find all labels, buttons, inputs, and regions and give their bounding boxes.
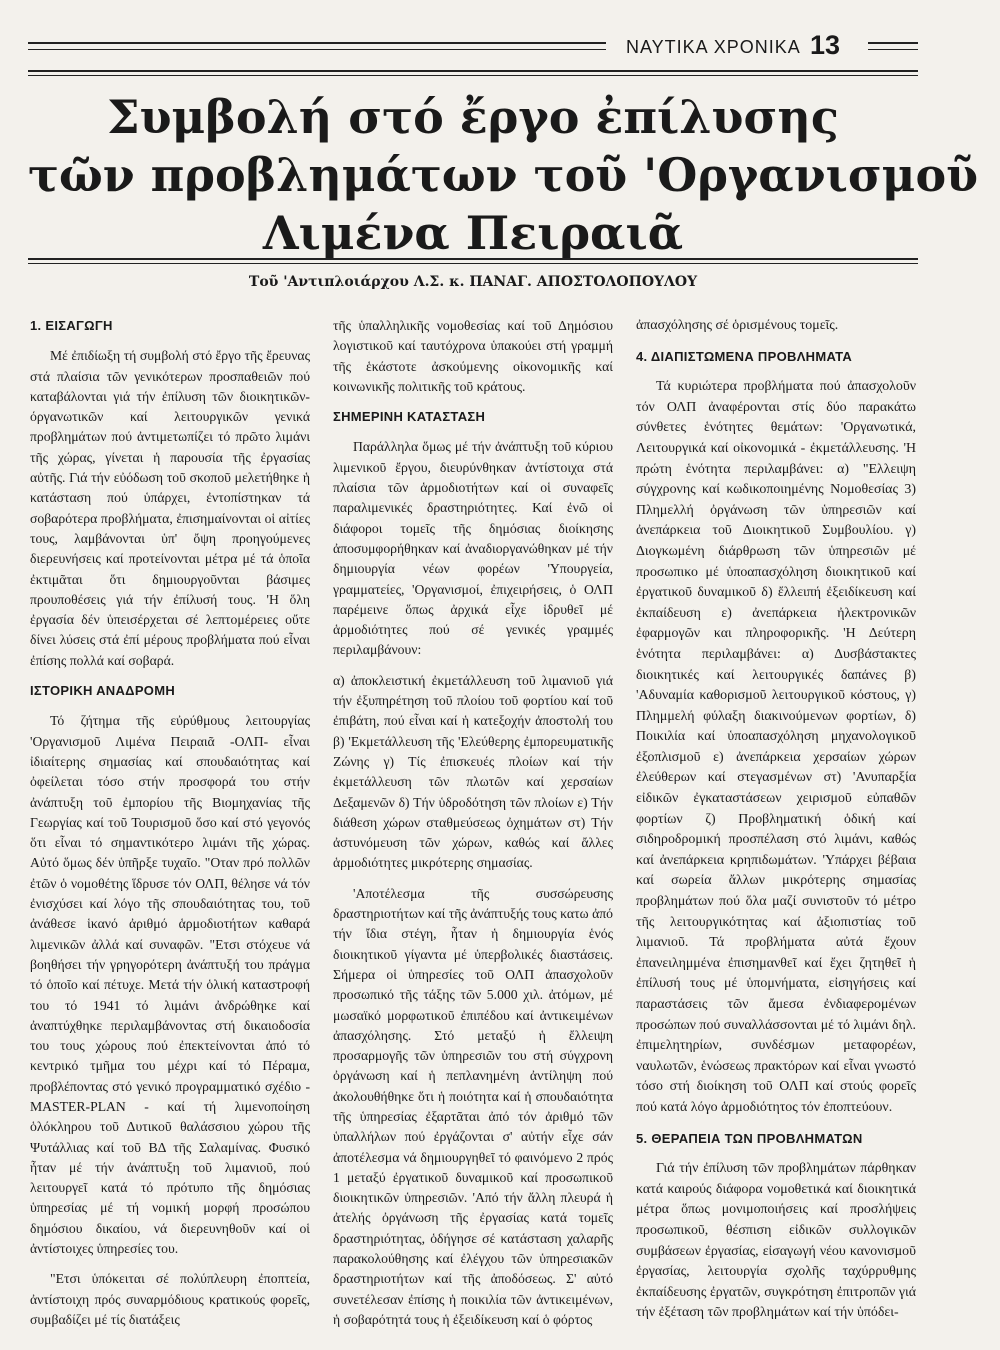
paragraph: 'Αποτέλεσμα τῆς συσσώρευσης δραστηριοτήτων καί τῆς ἀνάπτυξής τους κατω ἀπό τήν ἴδια στέγη, ἦταν ἡ δημιουργία ἑνός διοικητικοῦ γίγαντα μέ ὑπερβολικές διαστάσεις. Σήμερα οἱ ὑπηρεσίες τοῦ ΟΛΠ ἀπασχολοῦν προσωπικό τῆς τάξης τῶν 5.000 χιλ. ἀτόμων, μέ μωσαϊκό μορφωτικοῦ ἐπιπέδου καί ἀντικειμένων ἀπασχόλησης. Στό μεταξύ ἡ ἔλλειψη προσαρμογῆς τῶν ὑπηρεσιῶν του στή σύγχρονη ὀργάνωση καί ἡ πεπλανημένη ἀντίληψη πού ἀκολουθήθηκε ὅτι ἡ ποιότητα καί ἡ σπουδαιότητα τῆς ὑπηρεσίας ἐξαρτᾶται ἀπό τόν ἀριθμό τῶν ὑπαλλήλων πού ἐργάζονται σ' αὐτήν εἶχε σάν ἀποτέλεσμα νά δημιουργηθεῖ τό φαινόμενο 2 πρός 1 μεταξύ ἐργατικοῦ δυναμικοῦ καί προσωπικοῦ διοικητικῶν ὑπηρεσιῶν. 'Από τήν ἄλλη πλευρά ἡ ἀτελής ὀργάνωση τῆς ἐργασίας κατά τομεῖς δραστηριότητας, ὁδήγησε σέ κατάσταση χαλαρῆς παρακολούθησης καί ἐλέγχου τῶν ὑπηρεσιακῶν δραστηριοτήτων καί τῆς ἀποδόσεως. Σ' αὐτό συνετέλεσαν ἐπίσης ἡ ποικιλία τῶν ἀντικειμένων, ἡ σοβαρότητά τους ἡ ἐξειδίκευση καί ὁ φόρτος [333,885,613,1327]
section-heading-remedy: 5. ΘΕΡΑΠΕΙΑ ΤΩΝ ΠΡΟΒΛΗΜΑΤΩΝ [636,1130,863,1146]
title-line-1: Συμβολή στό ἔργο ἐπίλυσης [107,90,839,144]
paragraph: ἀπασχόλησης σέ ὁρισμένους τομεῖς. [636,318,839,333]
column-3 [636,316,916,1334]
header-rule-right-thin [868,49,918,50]
header-rule-right [868,42,918,44]
header-rule-left [28,42,606,44]
page-number: 13 [810,30,841,60]
paragraph: Μέ ἐπιδίωξη τή συμβολή στό ἔργο τῆς ἔρευνας στά πλαίσια τῶν γενικότερων προσπαθειῶν πού καταβάλονται γιά τήν ἐπίλυση τῶν διοικητικῶν-όργανωτικῶν καί λειτουργικῶν γενικά προβλημάτων πού ἀντιμετωπίζει τό πρῶτο λιμάνι τῆς χώρας, γίνεται ἡ παρουσία τῆς ἐργασίας αὐτῆς. Γιά τήν εὐόδωση τοῦ σκοποῦ μελετήθηκε ἡ κατάσταση πού ὑπάρχει, ἐντοπίστηκαν τά σοβαρότερα προβλήματα, ἐπισημαίνονται οἱ αἰτίες τους, λαμβάνονται ὑπ' ὄψη προηγούμενες διερευνήσεις καί προτείνονται μέτρα μέ τά ὁποῖα ἐκτιμᾶται ὅτι δημιουργοῦνται βάσιμες προυποθέσεις γιά τήν ἐπίλυσή τους. 'Η ὅλη ἐργασία δέν ὑπεισέρχεται σέ λεπτομέρειες οὔτε δίνει λύσεις στά ἐπί μέρους προβλήματα πού εἶναι ἐπίσης πολλά καί σοβαρά. [30,348,310,668]
section-heading-problems: 4. ΔΙΑΠΙΣΤΩΜΕΝΑ ΠΡΟΒΛΗΜΑΤΑ [636,348,853,364]
header-underline-thin [28,75,918,76]
header-rule-left-thin [28,49,606,50]
article-title [28,88,979,262]
paragraph: Γιά τήν ἐπίλυση τῶν προβλημάτων πάρθηκαν κατά καιρούς διάφορα νομοθετικά καί διοικητικά μέτρα ὅπως μονιμοποιήσεις καί προσλήψεις προσωπικοῦ, θέσπιση εἰδικῶν συλλογικῶν συμβάσεων ἐργασίας, εἰσαγωγή νέου κανονισμοῦ ἐργασίας, λειτουργία σχολῆς ταχύρρυθμης ἐκπαίδευσης ἐργατῶν, συγκρότηση ἐπιτροπῶν γιά τήν ἐξέταση τῶν προβλημάτων καί τήν ὑπόδει- [636,1161,916,1321]
title-line-3: Λιμένα Πειραιᾶ [262,206,684,260]
paragraph: τῆς ὑπαλληλικῆς νομοθεσίας καί τοῦ Δημόσιου λογιστικοῦ καί ταυτόχρονα ὑπακούει στή γραμμή τῆς ἑκάστοτε ἀσκούμενης οἰκονομικῆς καί κοινωνικῆς πολιτικῆς τοῦ κράτους. [333,318,613,394]
journal-name: ΝΑΥΤΙΚΑ ΧΡΟΝΙΚΑ [626,37,801,57]
column-1 [30,316,310,1340]
page-header [28,30,918,72]
section-heading-current-state: ΣΗΜΕΡΙΝΗ ΚΑΤΑΣΤΑΣΗ [333,409,486,425]
paragraph: "Ετσι ὑπόκειται σέ πολύπλευρη ἐποπτεία, ἀντίστοιχη πρός συναρμόδιους κρατικούς φορεῖς, συμβαδίζει μέ τίς διατάξεις [30,1271,310,1327]
paragraph: Τό ζήτημα τῆς εὐρύθμους λειτουργίας 'Οργανισμοῦ Λιμένα Πειραιᾶ -ΟΛΠ- εἶναι ἰδιαίτερης σημασίας καί σπουδαιότητας καί ὀφείλεται τόσο στήν προσφορά του στήν ἀνάπτυξη τοῦ ἐμπορίου τῆς Βιομηχανίας τῆς Γεωργίας καί τοῦ Τουρισμοῦ ὅσο καί στό γεγονός ὅτι εἶναι τό σημαντικότερο λιμάνι τῆς χώρας. Αὐτό ὅμως δέν ὑπῆρξε τυχαῖο. "Οταν πρό πολλῶν ἐτῶν ὁ νομοθέτης ἵδρυσε τόν ΟΛΠ, θέλησε νά τόν ἐνισχύσει καί λόγο τῆς σπουδαιότητας του, τοῦ ἀνάθεσε ἱκανό ἀριθμό ἁρμοδιοτήτων καθαρά λιμενικῶν ἀλλά καί συναφῶν. "Ετσι στόχευε νά βοηθήσει τήν γρηγορότερη ἀνάπτυξή του πράγμα τό ὁποῖο καί πέτυχε. Μετά τήν ὁλική καταστροφή του τό 1941 τό λιμάνι ἀνδρώθηκε καί ἀναπτύχθηκε περιλαμβάνοντας στή δικαιοδοσία του τους χώρους πού ἐπεκτείνονται ἀπό τό κεντρικό τμῆμα του μέχρι καί τό Πέραμα, προβλέποντας στό γενικό προγραμματικό σχέδιο - MASTER-PLAN - καί τή λιμενοποίηση ὁλόκληρου τοῦ Δυτικοῦ θαλάσσιου χώρου τῆς Ψυτάλλιας καί τοῦ ΒΔ τῆς Σαλαμίνας. Φυσικό ἦταν μέ τήν ἀνάπτυξη τοῦ λιμανιοῦ, πού λειτουργεῖ κατά τό πρότυπο τῆς δημόσιας ὑπηρεσίας μέ τή νομική μορφή προσώπου δημόσιου δικαίου, νά διερευνηθοῦν καί οἱ ἀντίστοιχες ὑπηρεσίες του. [30,713,310,1257]
header-underline [28,70,918,72]
title-rule-thin [28,263,918,264]
section-heading-history: ΙΣΤΟΡΙΚΗ ΑΝΑΔΡΟΜΗ [30,683,176,699]
paragraph: Τά κυριώτερα προβλήματα πού ἀπασχολοῦν τόν ΟΛΠ ἀναφέρονται στίς δύο παρακάτω σύνθετες ἑνότητες θεμάτων: 'Οργανωτικά, Λειτουργικά καί οἰκονομικά - ἐκμετάλλευσης. 'Η πρώτη ἑνότητα περιλαμβάνει: α) "Ελλειψη σύγχρονης καί κωδικοποιημένης Νομοθεσίας 3) Πλημελλή ὀργάνωση τῶν ὑπηρεσιῶν καί ἀνεπάρκεια τοῦ Διοικητικοῦ Συμβουλίου. γ) Διογκωμένη διάρθρωση τῶν ὑπηρεσιῶν μέ προσωπικο μέ ὑποαπασχόληση διοικητικοῦ καί ἐργατικοῦ δυναμικοῦ δ) ἔλλειπή ἐξειδίκευση καί ἐκπαίδευση ε) ἀνεπάρκεια ἠλεκτρονικῶν ἐφαρμογῶν και πληροφορικῆς. 'Η Δεύτερη ἑνότητα περιλαμβάνει: α) Δυσβάστακτες διοικητικές καί λειτουργικές δαπάνες β) 'Αδυναμία καθορισμοῦ λειτουργικοῦ κόστους, γ) Πλημμελή φύλαξη διακινούμενων φορτίων, δ) Ποικιλία καί ὑποαπασχόληση μηχανολογικοῦ ἐξοπλισμοῦ ε) ἀνεπάρκεια χερσαίων χώρων ἐλεύθερων καί στεγασμένων στ) 'Ανυπαρξία εἰδικῶν ἐγκαταστάσεων χειρισμοῦ εὐπαθῶν φορτίων ζ) Προβληματική ὁδική καί σιδηροδρομική προσπέλαση στό λιμάνι, καθώς καί ἀνεπάρκεια κρηπιδωμάτων. 'Υπάρχει βέβαια καί σωρεία ἄλλων μικρότερης σημασίας προβλημάτων πού ὅλα μαζί συνιστοῦν τό μέτρο τῆς λειτουργικότητας καί ἀξιοπιστίας τοῦ λιμανιοῦ. Τά προβλήματα αὐτά ἔχουν ἐπανειλημμένα ἐπισημανθεῖ καί ἔχει ζητηθεῖ ἡ ἐπίλυσή τους μέ ὑπομνήματα, εἰσηγήσεις καί παραστάσεις τῶν ἄμεσα ἐνδιαφερομένων προσώπων πού συναλλάσσονται μέ τό λιμάνι δηλ. ἐπιμελητηρίων, συνδέσμων μεταφορέων, ναυλωτῶν, ἑνώσεως πρακτόρων καί εἶναι γνωστό τόσο στή διοίκηση τοῦ ΟΛΠ καί στούς φορεῖς πού κατά λόγο ἁρμοδιότητος τόν ἐποπτεύουν. [636,379,916,1115]
column-2 [333,316,613,1340]
paragraph: Παράλληλα ὅμως μέ τήν ἀνάπτυξη τοῦ κύριου λιμενικοῦ ἔργου, διευρύνθηκαν ἀντίστοιχα στά πλαίσια τῶν ἁρμοδιοτήτων καί οἱ συναφεῖς παραλιμενικές δραστηριότητες. Καί ἐνῶ οἱ διάφοροι τομεῖς τῆς δημόσιας διοίκησης ἀποσυμφορήθηκαν καί ἀναδιοργανώθηκαν μέ τήν δημιουργία νέων φορέων 'Υπουργεία, γραμματείες, 'Οργανισμοί, ἐπιχειρήσεις, ὁ ΟΛΠ παρέμεινε ὅπως ἀρχικά εἶχε ἱδρυθεῖ μέ ἁρμοδιότητες πού σέ γενικές γραμμές περιλαμβάνουν: [333,439,613,658]
title-rule [28,258,918,260]
paragraph: α) ἀποκλειστική ἐκμετάλλευση τοῦ λιμανιοῦ γιά τήν ἐξυπηρέτηση τοῦ πλοίου τοῦ φορτίου καί τοῦ ἐπιβάτη, πού εἶναι καί ἡ κατεξοχήν ἀποστολή του β) 'Εκμετάλλευση τῆς 'Ελεύθερης ἐμπορευματικῆς Ζώνης γ) Τίς ἐπισκευές πλοίων καί τήν ἐκμετάλλευση τῶν πλωτῶν καί χερσαίων Δεξαμενῶν δ) Τήν ὑδροδότηση τῶν πλοίων ε) Τήν διάθεση χώρων σταθμεύσεως ὀχημάτων στ) Τήν ἀστυνόμευση τῶν χώρων, καθώς καί ἄλλες ἁρμοδιότητες μικρότερης σημασίας. [333,672,613,871]
title-line-2: τῶν προβλημάτων τοῦ 'Οργανισμοῦ [28,148,979,202]
author-byline: Τοῦ 'Αντιπλοιάρχου Λ.Σ. κ. ΠΑΝΑΓ. ΑΠΟΣΤΟΛΟΠΟΥΛΟΥ [248,274,698,290]
section-heading-introduction: 1. ΕΙΣΑΓΩΓΗ [30,318,113,333]
